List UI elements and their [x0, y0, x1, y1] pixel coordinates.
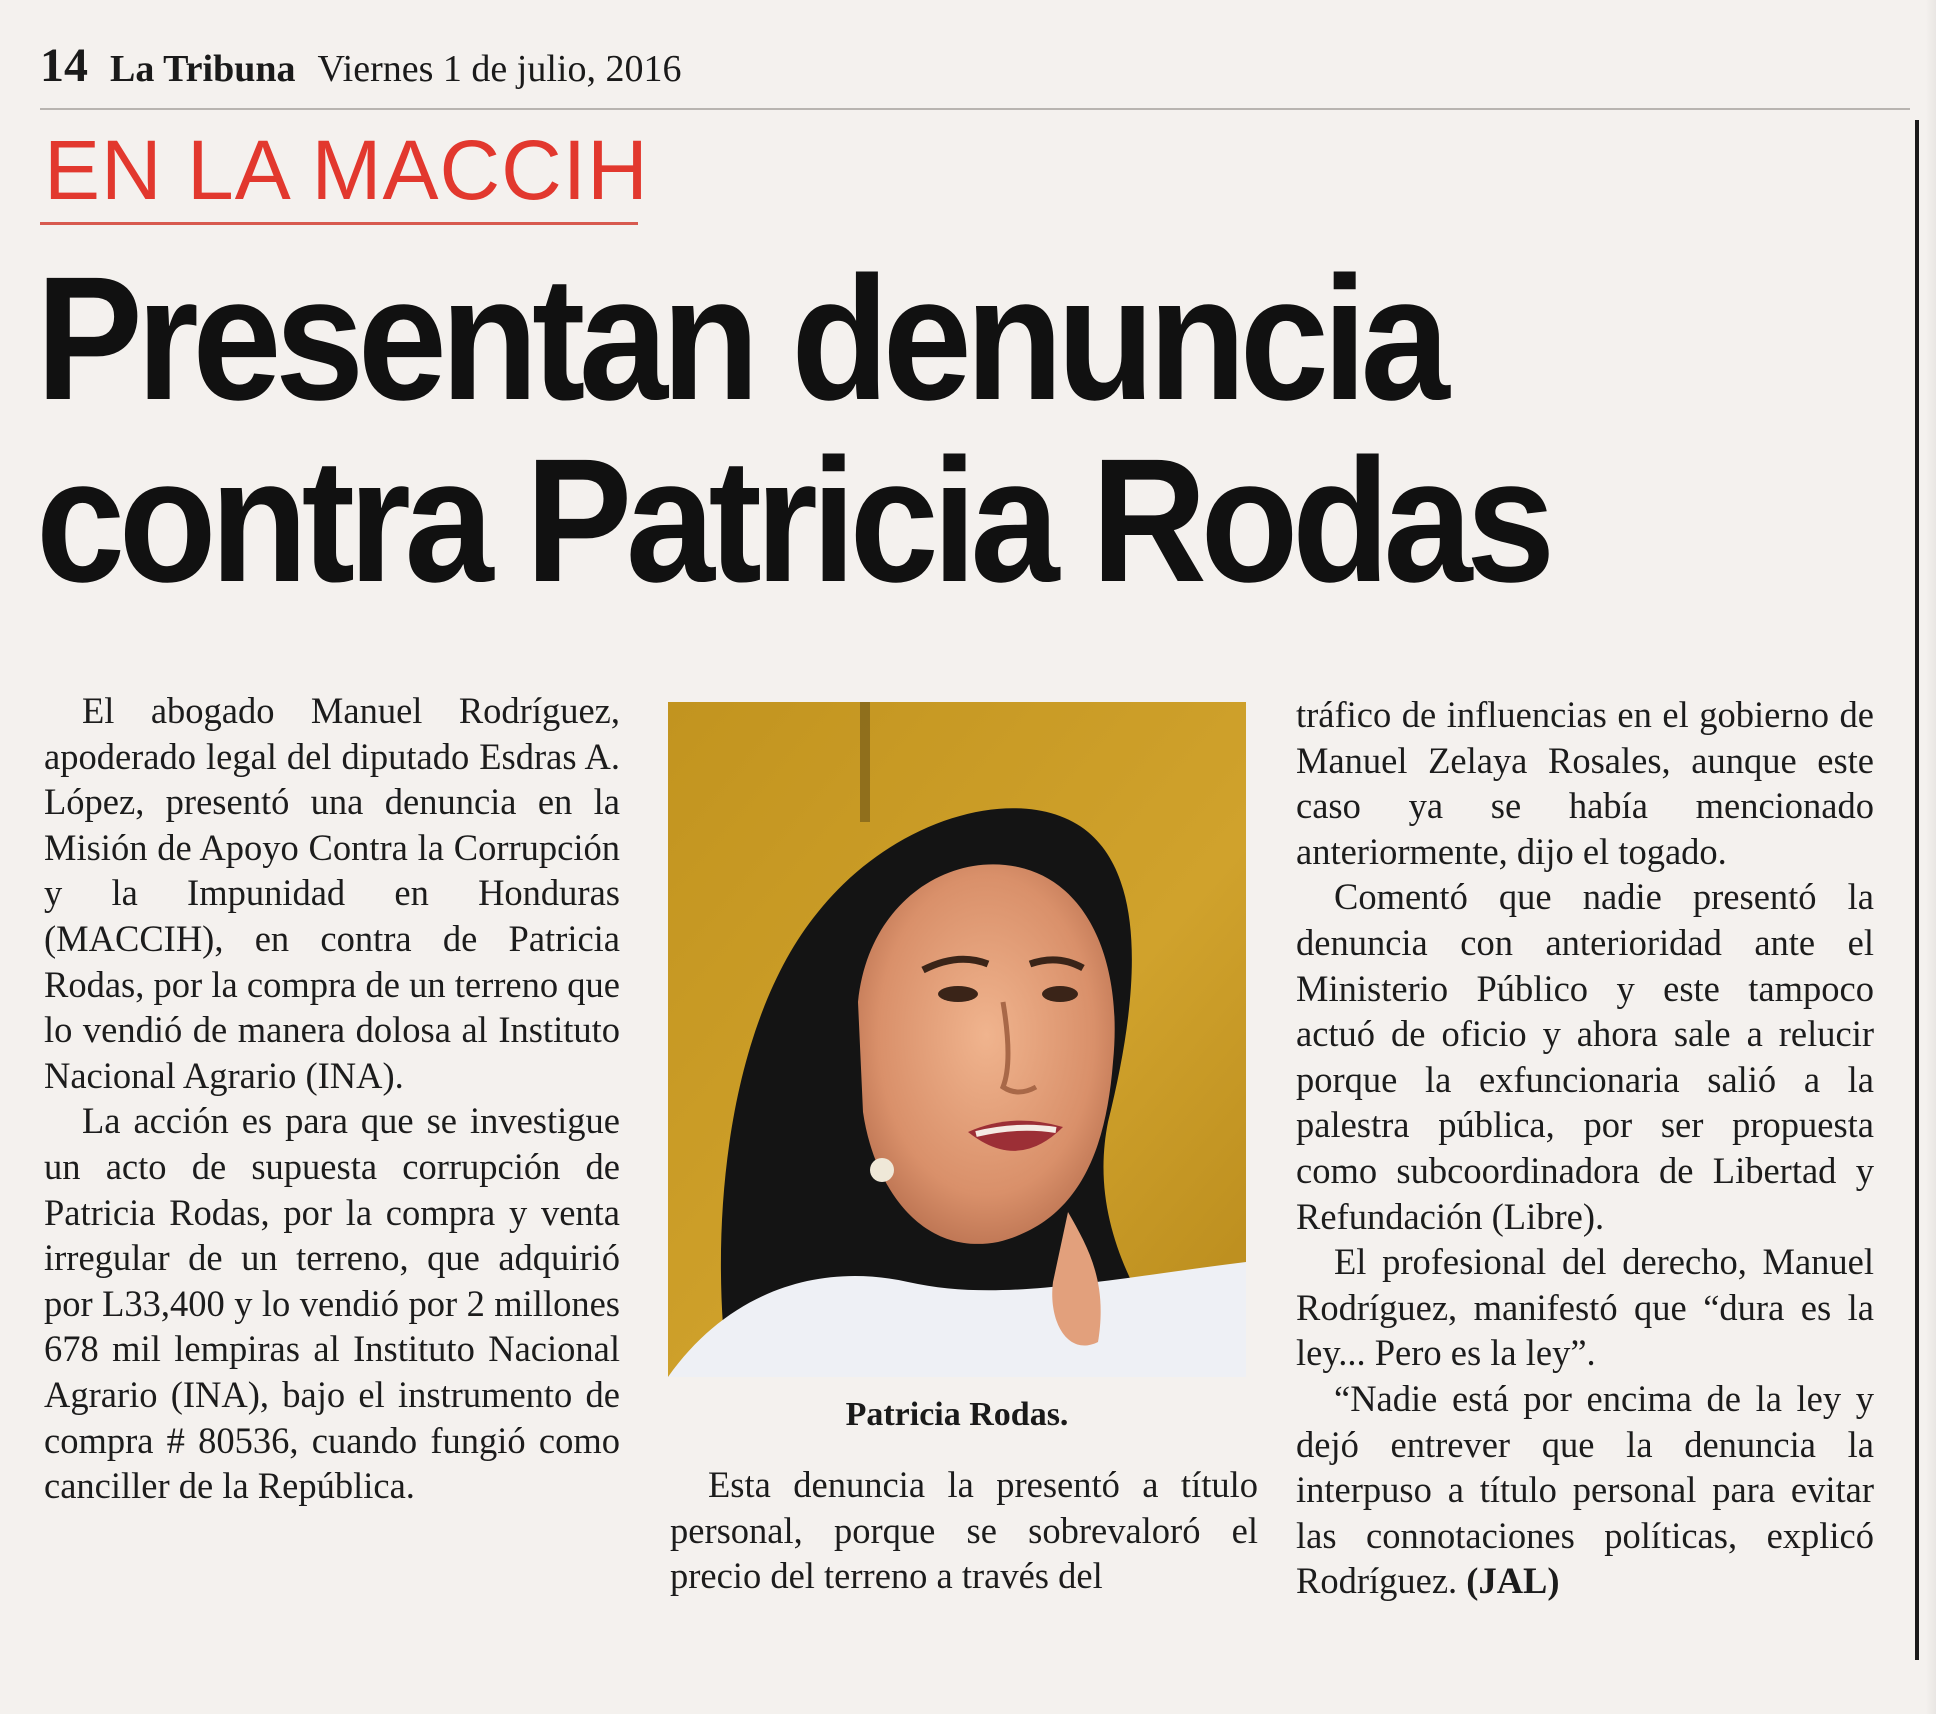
- paragraph: El abogado Manuel Rodríguez, apoderado legal del diputado Esdras A. López, presentó una denuncia en la Misión de Apoyo Contra la Corrupción y la Impunidad en Honduras (MACCIH), en contra de Patricia Rodas, por la compra de un terreno que lo vendió de manera dolosa al Instituto Nacional Agrario (INA).: [44, 690, 620, 1096]
- paragraph: Comentó que nadie presentó la denuncia con anterioridad ante el Ministerio Público y este tampoco actuó de oficio y ahora sale a relucir porque la exfuncionaria salió a la palestra pública, por ser propuesta como subcoordinadora de Libertad y Refundación (Libre).: [1296, 876, 1874, 1237]
- paragraph: tráfico de influencias en el gobierno de Manuel Zelaya Rosales, aunque este caso ya se había mencionado anteriormente, dijo el togado.: [1296, 694, 1874, 872]
- scan-edge: [1926, 0, 1936, 1714]
- headline-line-1: Presentan denuncia: [36, 241, 1444, 437]
- portrait-photo: [668, 702, 1246, 1377]
- paragraph: El profesional del derecho, Manuel Rodríguez, manifestó que “dura es la ley... Pero es la ley”.: [1296, 1241, 1874, 1374]
- page-header: [40, 38, 681, 98]
- article-column-1: [44, 688, 620, 1509]
- photo-caption: Patricia Rodas.: [845, 1396, 1069, 1433]
- column-rule: [1915, 120, 1919, 1660]
- header-divider: [40, 108, 1910, 110]
- page-number: 14: [40, 39, 88, 92]
- paragraph: La acción es para que se investigue un acto de supuesta corrupción de Patricia Rodas, por la compra y venta irregular de un terreno, que adquirió por L33,400 y lo vendió por 2 millones 678 mil lempiras al Instituto Nacional Agrario (INA), bajo el instrumento de compra # 80536, cuando fungió como canciller de la República.: [44, 1100, 620, 1507]
- paragraph-text: “Nadie está por encima de la ley y dejó entrever que la denuncia la interpuso a título personal para evitar las connotaciones políticas, explicó Rodríguez.: [1296, 1377, 1874, 1602]
- kicker-underline: [40, 222, 638, 225]
- author-signoff: (JAL): [1466, 1560, 1560, 1602]
- newspaper-name: La Tribuna: [110, 48, 296, 90]
- issue-date: Viernes 1 de julio, 2016: [317, 48, 682, 90]
- paragraph: [1296, 1376, 1874, 1604]
- article-column-3: [1296, 692, 1874, 1604]
- paragraph: Esta denuncia la presentó a título personal, porque se sobrevaloró el precio del terreno a través del: [670, 1464, 1258, 1597]
- headline-line-2: contra Patricia Rodas: [36, 423, 1549, 619]
- section-kicker: EN LA MACCIH: [44, 123, 649, 217]
- article-column-2: [670, 1462, 1258, 1599]
- headline: [36, 241, 1747, 619]
